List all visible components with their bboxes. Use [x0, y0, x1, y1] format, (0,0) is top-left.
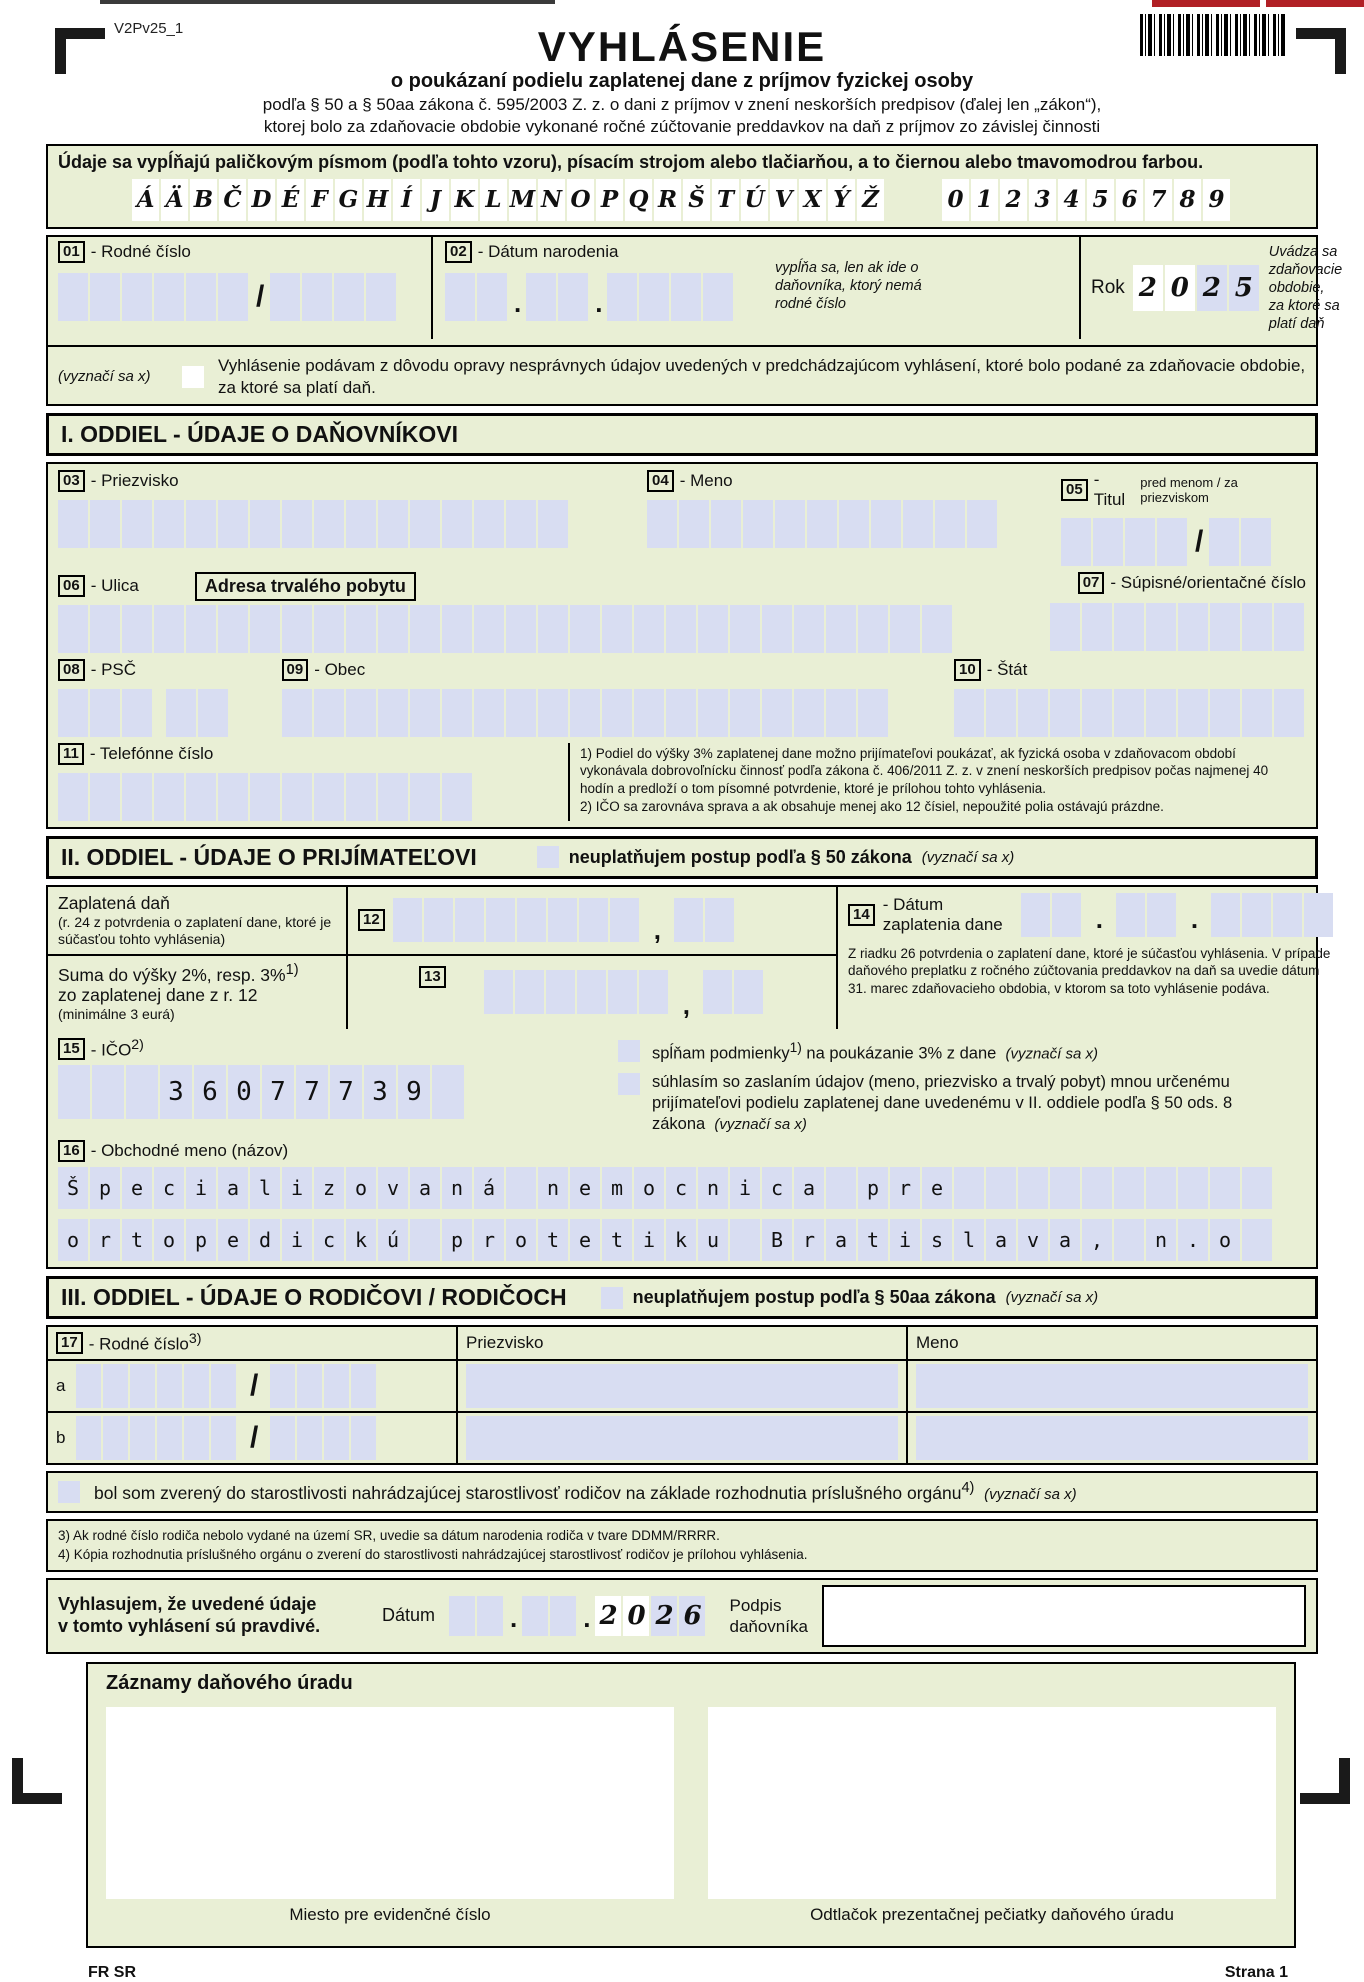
foster-care-footnote-ref: 4): [961, 1480, 975, 1497]
dot-separator: .: [514, 287, 522, 318]
slash-separator: /: [250, 1421, 259, 1455]
share-amount-label: Suma do výšky 2%, resp. 3%: [58, 964, 286, 985]
declaration-text-line2: v tomto vyhlásení sú pravdivé.: [58, 1615, 321, 1636]
field-10-number: 10: [954, 659, 981, 681]
taxpayer-signature-area[interactable]: [822, 1585, 1306, 1647]
legal-line-1: podľa § 50 a § 50aa zákona č. 595/2003 Z. z. o dani z príjmov v znení neskorších predpisov (ďalej len „zákon“),: [262, 95, 1102, 114]
house-number-field[interactable]: [1012, 603, 1306, 651]
year-label: Rok: [1091, 277, 1125, 299]
page-footer: [88, 1964, 1288, 1982]
top-crop-artifact-red-left: [1152, 0, 1260, 7]
parent-b-birth-number-part2-field[interactable]: [270, 1416, 378, 1460]
share-amount-footnote-ref: 1): [285, 961, 299, 978]
state-field[interactable]: [954, 689, 1306, 737]
foster-care-mark: (vyznačí sa x): [984, 1485, 1077, 1503]
title-after-field[interactable]: [1209, 518, 1273, 566]
legal-line-2: ktorej bolo za zdaňovacie obdobie vykonané ročné zúčtovanie preddavkov na daň z príjmov zo závislej činnosti: [263, 117, 1101, 137]
three-percent-conditions-text2: na poukázanie 3% z dane: [801, 1044, 997, 1063]
field-02-number: 02: [445, 241, 472, 263]
ico-field[interactable]: 3 6 0 7 7 7 3 9: [58, 1065, 618, 1119]
title-before-field[interactable]: [1061, 518, 1189, 566]
paid-tax-value-cell: [348, 887, 838, 956]
field-16-label: - Obchodné meno (názov): [90, 1141, 289, 1161]
municipality-field[interactable]: [282, 689, 940, 737]
parent-row-b-tag: b: [56, 1428, 66, 1448]
consent-send-data-mark: (vyznačí sa x): [714, 1115, 807, 1133]
slash-separator: /: [256, 279, 265, 313]
field-14-number: 14: [848, 904, 875, 926]
form-version-code: V2Pv25_1: [114, 20, 184, 37]
declaration-date-year-field[interactable]: 2 0 2 6: [595, 1596, 707, 1636]
parent-b-surname-field[interactable]: [466, 1416, 898, 1460]
field-06-number: 06: [58, 575, 85, 597]
section-3-title: III. ODDIEL - ÚDAJE O RODIČOVI / RODIČOCH: [61, 1284, 567, 1311]
identification-box: [46, 235, 1343, 406]
birth-date-month-field[interactable]: [526, 273, 590, 321]
section-1-box: [46, 462, 1318, 829]
paid-tax-euros-field[interactable]: [393, 898, 641, 942]
field-08-number: 08: [58, 659, 85, 681]
foster-care-box: [46, 1471, 1318, 1513]
field-04-label: - Meno: [679, 470, 733, 490]
page-title: VYHLÁSENIE: [537, 23, 827, 70]
footnote-2: 2) IČO sa zarovnáva sprava a ak obsahuje menej ako 12 čísiel, nepoužité polia ostávajú prázdne.: [580, 798, 1164, 814]
evidence-number-area: [106, 1707, 674, 1899]
top-crop-artifact-dark: [100, 0, 555, 4]
field-05-sublabel: pred menom / za priezviskom: [1140, 474, 1238, 505]
payment-date-cell: [838, 887, 1345, 1029]
birth-date-day-field[interactable]: [445, 273, 509, 321]
share-amount-euros-field[interactable]: [484, 970, 670, 1014]
comma-separator: ,: [682, 990, 690, 1021]
footer-page-number: Strana 1: [1224, 1963, 1288, 1981]
field-09-label: - Obec: [314, 659, 366, 679]
dot-separator: .: [1190, 903, 1199, 934]
share-amount-cents-field[interactable]: [703, 970, 765, 1014]
field-17-number: 17: [56, 1332, 83, 1354]
parent-a-birth-number-part2-field[interactable]: [270, 1364, 378, 1408]
surname-field[interactable]: [58, 500, 633, 548]
correction-checkbox[interactable]: [182, 366, 204, 388]
field-11-number: 11: [58, 743, 84, 765]
dot-separator: .: [595, 287, 603, 318]
permanent-address-heading: Adresa trvalého pobytu: [195, 572, 416, 601]
form-subtitle: o poukázaní podielu zaplatenej dane z príjmov fyzickej osoby: [390, 70, 974, 92]
birth-date-column: [433, 237, 1081, 340]
tax-office-records-box: [86, 1662, 1296, 1948]
payment-date-year-field[interactable]: [1211, 893, 1335, 937]
field-10-label: - Štát: [986, 659, 1028, 679]
sample-characters-row: [58, 179, 1306, 221]
business-name-line2-field[interactable]: o r t o p e d i c k ú p r o t e t i k u B r a t i s l a v a , n . o: [58, 1219, 1306, 1261]
footnotes-3-4-box: [46, 1519, 1318, 1572]
first-name-field[interactable]: [647, 500, 1047, 548]
field-06-label: - Ulica: [90, 576, 139, 596]
correction-row: [48, 345, 1316, 404]
field-14-label-line2: zaplatenia dane: [882, 914, 1003, 934]
three-percent-conditions-text: spĺňam podmienky: [652, 1044, 790, 1063]
field-17-label: - Rodné číslo: [88, 1335, 189, 1355]
field-09-number: 09: [282, 659, 309, 681]
parent-a-surname-field[interactable]: [466, 1364, 898, 1408]
birth-number-part2-field[interactable]: [270, 273, 398, 321]
payment-date-month-field[interactable]: [1116, 893, 1178, 937]
field-16-number: 16: [58, 1140, 85, 1162]
section-3-optout-text: neuplatňujem postup podľa § 50aa zákona: [632, 1287, 996, 1308]
field-15-label: - IČO: [90, 1040, 132, 1060]
form-body: [46, 23, 1343, 1982]
field-05-number: 05: [1061, 479, 1088, 501]
foster-care-text: bol som zverený do starostlivosti nahrádzajúcej starostlivosť rodičov na základe rozhodnutia príslušného orgánu: [94, 1482, 962, 1503]
presentation-stamp-caption: Odtlačok prezentačnej pečiatky daňového úradu: [810, 1904, 1174, 1924]
identification-row: [48, 237, 1343, 340]
section-2-optout-checkbox[interactable]: [537, 846, 559, 868]
signature-label-line1: Podpis: [729, 1595, 782, 1615]
section-2-title: II. ODDIEL - ÚDAJE O PRIJÍMATEĽOVI: [61, 843, 477, 870]
sample-digits: 0 1 2 3 4 5 6 7 8 9: [942, 179, 1232, 221]
signature-label-line2: daňovníka: [729, 1616, 808, 1636]
field-03-label: - Priezvisko: [90, 470, 179, 490]
field-07-label: - Súpisné/orientačné číslo: [1110, 572, 1306, 592]
correction-text: Vyhlásenie podávam z dôvodu opravy nesprávnych údajov uvedených v predchádzajúcom vyhlásení, ktoré bolo podané za zdaňovacie obdobie, za ktoré sa platí daň.: [218, 356, 1306, 397]
footnote-3: 3) Ak rodné číslo rodiča nebolo vydané na území SR, uvedie sa dátum narodenia rodiča v tvare DDMM/RRRR.: [58, 1527, 720, 1543]
field-17-footnote-ref: 3): [188, 1331, 202, 1348]
parent-a-name-field[interactable]: [916, 1364, 1308, 1408]
footnote-1: 1) Podiel do výšky 3% zaplatenej dane možno prijímateľovi poukázať, ak fyzická osoba v zdaňovacom období vykonávala dobrovoľnícku činnosť podľa zákona č. 406/2011 Z. z. v znení neskorších predpisov počas najmenej 40 hodín a predloží o tom písomné potvrdenie, ktoré je prílohou tohto vyhlásenia.: [580, 745, 1269, 796]
birth-date-note: vypĺňa sa, len ak ide o daňovníka, ktorý nemá rodné číslo: [775, 259, 922, 313]
comma-separator: ,: [653, 914, 661, 945]
parent-b-birth-number-part1-field[interactable]: [76, 1416, 238, 1460]
footer-issuer: FR SR: [88, 1963, 136, 1981]
field-14-label-line1: - Dátum: [882, 894, 944, 914]
parents-name-column-header: Meno: [916, 1333, 959, 1353]
declaration-box: [46, 1578, 1318, 1654]
declaration-date-day-field[interactable]: [449, 1596, 505, 1636]
share-amount-sublabel: zo zaplatenej dane z r. 12: [58, 985, 258, 1006]
parent-b-name-field[interactable]: [916, 1416, 1308, 1460]
footnote-4: 4) Kópia rozhodnutia príslušného orgánu o zverení do starostlivosti nahrádzajúcej starostlivosť rodičov je prílohou vyhlásenia.: [58, 1547, 808, 1563]
postal-code-part2-field[interactable]: [166, 689, 230, 737]
tax-year-field[interactable]: 2 0 2 5: [1133, 265, 1261, 311]
section-1-title: I. ODDIEL - ÚDAJE O DAŇOVNÍKOVI: [61, 420, 459, 447]
paid-tax-label-cell: [48, 887, 348, 956]
payment-date-note: Z riadku 26 potvrdenia o zaplatení dane, ktoré je súčasťou vyhlásenia. V prípade daňového preplatku z ročného zúčtovania preddavkov na daň sa uvedie dátum 31. marec zdaňovacieho obdobia, v ktorom sa toto vyhlásenie podáva.: [848, 945, 1331, 996]
field-01-label: - Rodné číslo: [90, 241, 191, 261]
declaration-text-line1: Vyhlasujem, že uvedené údaje: [58, 1594, 317, 1615]
phone-number-field[interactable]: [58, 773, 558, 821]
section-3-optout-checkbox[interactable]: [601, 1287, 623, 1309]
fill-instruction-box: [46, 144, 1318, 229]
presentation-stamp-area: [708, 1707, 1276, 1899]
parent-row-b: [48, 1413, 1316, 1463]
paid-tax-cents-field[interactable]: [674, 898, 736, 942]
consent-send-data-text: súhlasím so zaslaním údajov (meno, priezvisko a trvalý pobyt) mnou určenému prijímateľovi podielu zaplatenej dane uvedenému v II. oddiele podľa § 50 ods. 8 zákona: [652, 1073, 1233, 1133]
declaration-date-label: Dátum: [382, 1605, 436, 1626]
evidence-number-caption: Miesto pre evidenčné číslo: [289, 1904, 491, 1924]
parents-table-box: [46, 1325, 1318, 1465]
section-3-header: [46, 1276, 1318, 1319]
parents-surname-column-header: Priezvisko: [466, 1333, 544, 1353]
field-03-number: 03: [58, 470, 85, 492]
field-07-number: 07: [1078, 572, 1105, 594]
sample-letters: Á Ä B Č D É F G H Í J K L M N O P Q R Š T Ú V X Ý Ž: [132, 179, 886, 221]
section-3-optout-mark: (vyznačí sa x): [1005, 1289, 1099, 1307]
field-13-number: 13: [419, 966, 446, 988]
birth-number-column: [48, 237, 433, 340]
field-15-number: 15: [58, 1038, 85, 1060]
parent-a-birth-number-part1-field[interactable]: [76, 1364, 238, 1408]
slash-separator: /: [1195, 524, 1204, 558]
ico-row: [58, 1037, 1306, 1134]
tax-office-records-title: Záznamy daňového úradu: [106, 1671, 353, 1694]
field-05-label: - Titul: [1093, 469, 1126, 509]
postal-code-part1-field[interactable]: [58, 689, 154, 737]
section-2-box: [46, 885, 1331, 1269]
foster-care-checkbox[interactable]: [58, 1481, 80, 1503]
dot-separator: .: [510, 1602, 518, 1633]
tax-year-column: [1081, 237, 1343, 340]
parents-table: [48, 1327, 1316, 1463]
correction-mark-note: (vyznačí sa x): [58, 368, 151, 386]
slash-separator: /: [250, 1369, 259, 1403]
share-amount-value-cell: [348, 956, 838, 1030]
tax-year-note: Uvádza sa zdaňovacie obdobie, za ktoré sa platí daň: [1268, 243, 1343, 333]
parent-row-a: [48, 1361, 1316, 1413]
birth-date-year-field[interactable]: [607, 273, 735, 321]
payment-date-day-field[interactable]: [1021, 893, 1083, 937]
field-08-label: - PSČ: [90, 659, 137, 679]
declaration-date-month-field[interactable]: [522, 1596, 578, 1636]
field-02-label: - Dátum narodenia: [477, 241, 619, 261]
dot-separator: .: [1095, 903, 1103, 934]
field-04-number: 04: [647, 470, 674, 492]
field-11-label: - Telefónne číslo: [89, 743, 214, 763]
fill-instruction-text: Údaje sa vypĺňajú paličkovým písmom (podľa tohto vzoru), písacím strojom alebo tlačiarňou, a to čiernou alebo tmavomodrou farbou.: [58, 151, 1204, 172]
section-2-optout-text: neuplatňujem postup podľa § 50 zákona: [568, 846, 912, 867]
three-percent-conditions-checkbox[interactable]: [618, 1040, 640, 1062]
paid-tax-label: Zaplatená daň: [58, 892, 170, 913]
three-percent-footnote-ref: 1): [789, 1040, 802, 1056]
field-01-number: 01: [58, 241, 85, 263]
field-12-number: 12: [358, 909, 385, 931]
field-15-footnote-ref: 2): [131, 1037, 144, 1054]
top-crop-artifact-red-right: [1266, 0, 1364, 7]
three-percent-mark: (vyznačí sa x): [1005, 1045, 1098, 1063]
parent-row-a-tag: a: [56, 1376, 66, 1396]
business-name-line1-field[interactable]: Š p e c i a l i z o v a n á n e m o c n i c a p r e: [58, 1167, 1306, 1209]
street-field[interactable]: [58, 605, 998, 653]
dot-separator: .: [583, 1602, 591, 1633]
section-1-header: [46, 413, 1318, 456]
share-amount-label-cell: [48, 956, 348, 1030]
share-amount-minimum-note: (minimálne 3 eurá): [58, 1006, 175, 1023]
consent-send-data-checkbox[interactable]: [618, 1073, 640, 1095]
birth-number-part1-field[interactable]: [58, 273, 250, 321]
paid-tax-sublabel: (r. 24 z potvrdenia o zaplatení dane, ktoré je súčasťou tohto vyhlásenia): [58, 913, 332, 947]
tax-amount-grid: [48, 887, 1331, 1029]
section-2-optout-mark: (vyznačí sa x): [921, 848, 1015, 866]
section-2-header: [46, 836, 1318, 879]
